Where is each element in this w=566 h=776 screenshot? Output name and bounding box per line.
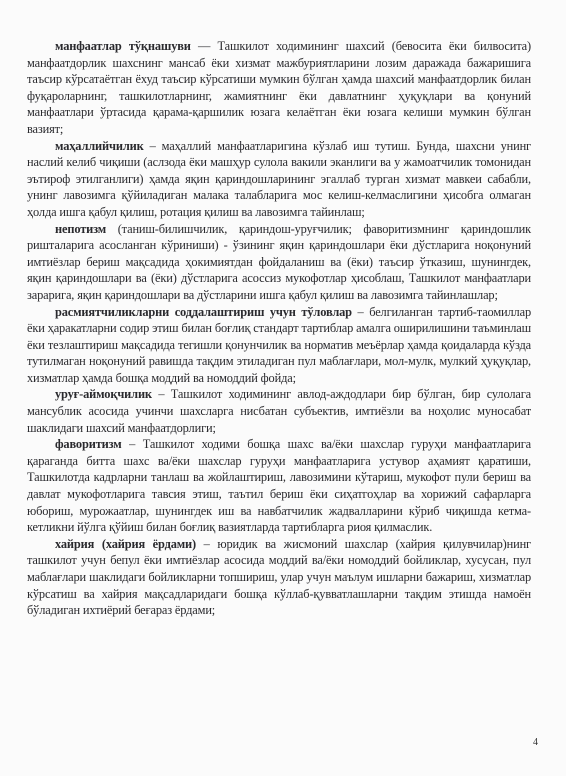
definition-nepotism	[27, 221, 531, 304]
definition-favoritism	[27, 436, 531, 536]
definition-text: (таниш-билишчилик, қариндош-уруғчилик; фаворитизмнинг қариндошлик ришталарига асосланган кўриниши) - ўзининг яқин қариндошлари ёки дўстларига ноқонуний имтиёзлар бериш мақсадида ҳокимиятдан фойдаланиш ва (ёки) таъсир ўтказиш, шунингдек, яқин қариндошлари ва (ёки) дўстларига асоссиз мукофотлар ҳисоблаш, Ташкилот манфаатлари зарарига, яқин қариндошлари ва дўстларини ишга қабул қилиш ва лавозимга тайинлашлар;	[27, 221, 531, 302]
definition-text: – маҳаллий манфаатларигина кўзлаб иш тутиш. Бунда, шахсни унинг наслий келиб чиқиши (аслзода ёки машҳур сулола вакили эканлиги ва у жамоатчилик томонидан эътироф этилганлиги) ҳамда яқин қариндошларининг эгаллаб турган хизмат мавкеи сабабли, унинг лавозимга қўйиладиган малака талабларига мос келиш-келмаслигини ҳисобга олмаган ҳолда ишга қабул қилиш, ротация қилиш ва лавозимга тайинлаш;	[27, 138, 531, 219]
definition-clannishness	[27, 386, 531, 436]
definition-text: — Ташкилот ходимининг шахсий (бевосита ёки билвосита) манфаатдорлик шахснинг мансаб ёки хизмат мажбуриятларини лозим даражада бажаришига таъсир кўрсатаётган ёхуд таъсир кўрсатиши мумкин бўлган ҳамда шахсий манфаатдорлик билан фуқароларнинг, ташкилотларнинг, жамиятнинг ёки давлатнинг ҳуқуқлари ва қонуний манфаатлари ўртасида қарама-қаршилик юзага келаётган ёки юзага келиши мумкин бўлган вазият;	[27, 39, 531, 136]
term: фаворитизм	[55, 437, 122, 452]
page-number: 4	[533, 737, 538, 748]
term: маҳаллийчилик	[55, 138, 144, 153]
definition-text: – Ташкилот ходимининг авлод-аждодлари бир бўлган, бир сулолага мансублик асосида учинчи шахсларга нисбатан субъектив, имтиёзли ва ноҳолис муносабат шаклидаги шахсий манфаатдорлиги;	[27, 387, 531, 435]
term: уруғ-аймоқчилик	[55, 387, 152, 402]
definition-localism	[27, 138, 531, 221]
term: манфаатлар тўқнашуви	[55, 39, 191, 53]
term: хайрия (хайрия ёрдами)	[55, 536, 197, 551]
document-body	[27, 38, 531, 619]
definition-charity	[27, 536, 531, 619]
definition-text: – юридик ва жисмоний шахслар (хайрия қилувчилар)нинг ташкилот учун бепул ёки имтиёзлар асосида моддий ва/ёки номоддий бойликлар, хусусан, пул маблағлари шаклидаги бойликларни топшириш, улар учун маълум ишларни бажариш, хизматлар кўрсатиш ва хайрия мақсадларидаги бошқа кўллаб-қувватлашларни тақдим этишда намоён бўладиган ихтиёрий беғараз ёрдами;	[27, 536, 531, 618]
definition-conflict-of-interest	[27, 38, 531, 138]
term: непотизм	[55, 221, 107, 236]
term: расмиятчиликларни соддалаштириш учун тўловлар	[55, 304, 352, 319]
definition-facilitation-payments	[27, 304, 531, 387]
definition-text: – Ташкилот ходими бошқа шахс ва/ёки шахслар гуруҳи манфаатларига қараганда битта шахс ва/ёки шахслар гуруҳи манфаатларига устувор аҳамият қаратиши, Ташкилотда кадрларни танлаш ва жойлаштириш, лавозимини кўтариш, мукофот пули бериш ва давлат мукофотларига тавсия этиш, таътил бериш ёки сиҳатгоҳлар ва хорижий сафарларга юбориш, мурожаатлар, шунингдек иш ва навбатчилик жадвалларини кўриб чиқишда кетма-кетликни йўлга қўйиш билан боғлиқ вазиятларда тартибларга риоя қилмаслик.	[27, 437, 531, 535]
definition-text: – белгиланган тартиб-таомиллар ёки ҳаракатларни содир этиш билан боғлиқ стандарт тартиблар амалга оширилишини таъминлаш ёки тезлаштириш мақсадида тегишли қонунчилик ва норматив меъёрлар ҳамда қоидаларда кўзда тутилмаган ноқонуний равишда тақдим этиладиган пул маблағлари, мол-мулк, мулкий ҳуқуқлар, хизматлар ҳамда бошқа моддий ва номоддий фойда;	[27, 304, 531, 385]
